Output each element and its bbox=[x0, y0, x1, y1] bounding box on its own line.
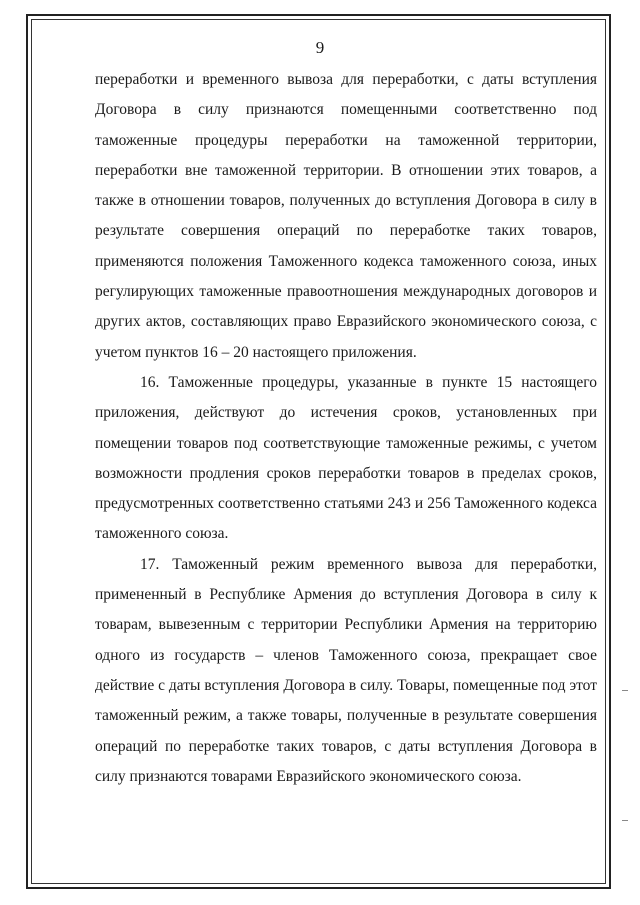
paragraph-17: 17. Таможенный режим временного вывоза для переработки, примененный в Республике Армения до вступления Договора в силу к товарам, вывезенным с территории Республики Армения на территорию одного из государств – членов Таможенного союза, прекращает свое действие с даты вступления Договора в силу. Товары, помещенные под этот таможенный режим, а также товары, полученные в результате совершения операций по переработке таких товаров, с даты вступления Договора в силу признаются товарами Евразийского экономического союза. bbox=[95, 555, 597, 785]
margin-tick bbox=[622, 690, 628, 691]
margin-tick bbox=[622, 820, 628, 821]
paragraph-16: 16. Таможенные процедуры, указанные в пункте 15 настоящего приложения, действуют до истечения сроков, установленных при помещении товаров под соответствующие таможенные режимы, с учетом возможности продления сроков переработки товаров в пределах сроков, предусмотренных соответственно статьями 243 и 256 Таможенного кодекса таможенного союза. bbox=[95, 373, 597, 543]
document-body bbox=[95, 65, 597, 792]
page-number: 9 bbox=[315, 38, 325, 57]
paragraph-continuation: переработки и временного вывоза для переработки, с даты вступления Договора в силу признаются помещенными соответственно под таможенные процедуры переработки на таможенной территории, переработки вне таможенной территории. В отношении этих товаров, а также в отношении товаров, полученных до вступления Договора в силу в результате совершения операций по переработке таких товаров, применяются положения Таможенного кодекса таможенного союза, иных регулирующих таможенные правоотношения международных договоров и других актов, составляющих право Евразийского экономического союза, с учетом пунктов 16 – 20 настоящего приложения. bbox=[95, 71, 597, 361]
